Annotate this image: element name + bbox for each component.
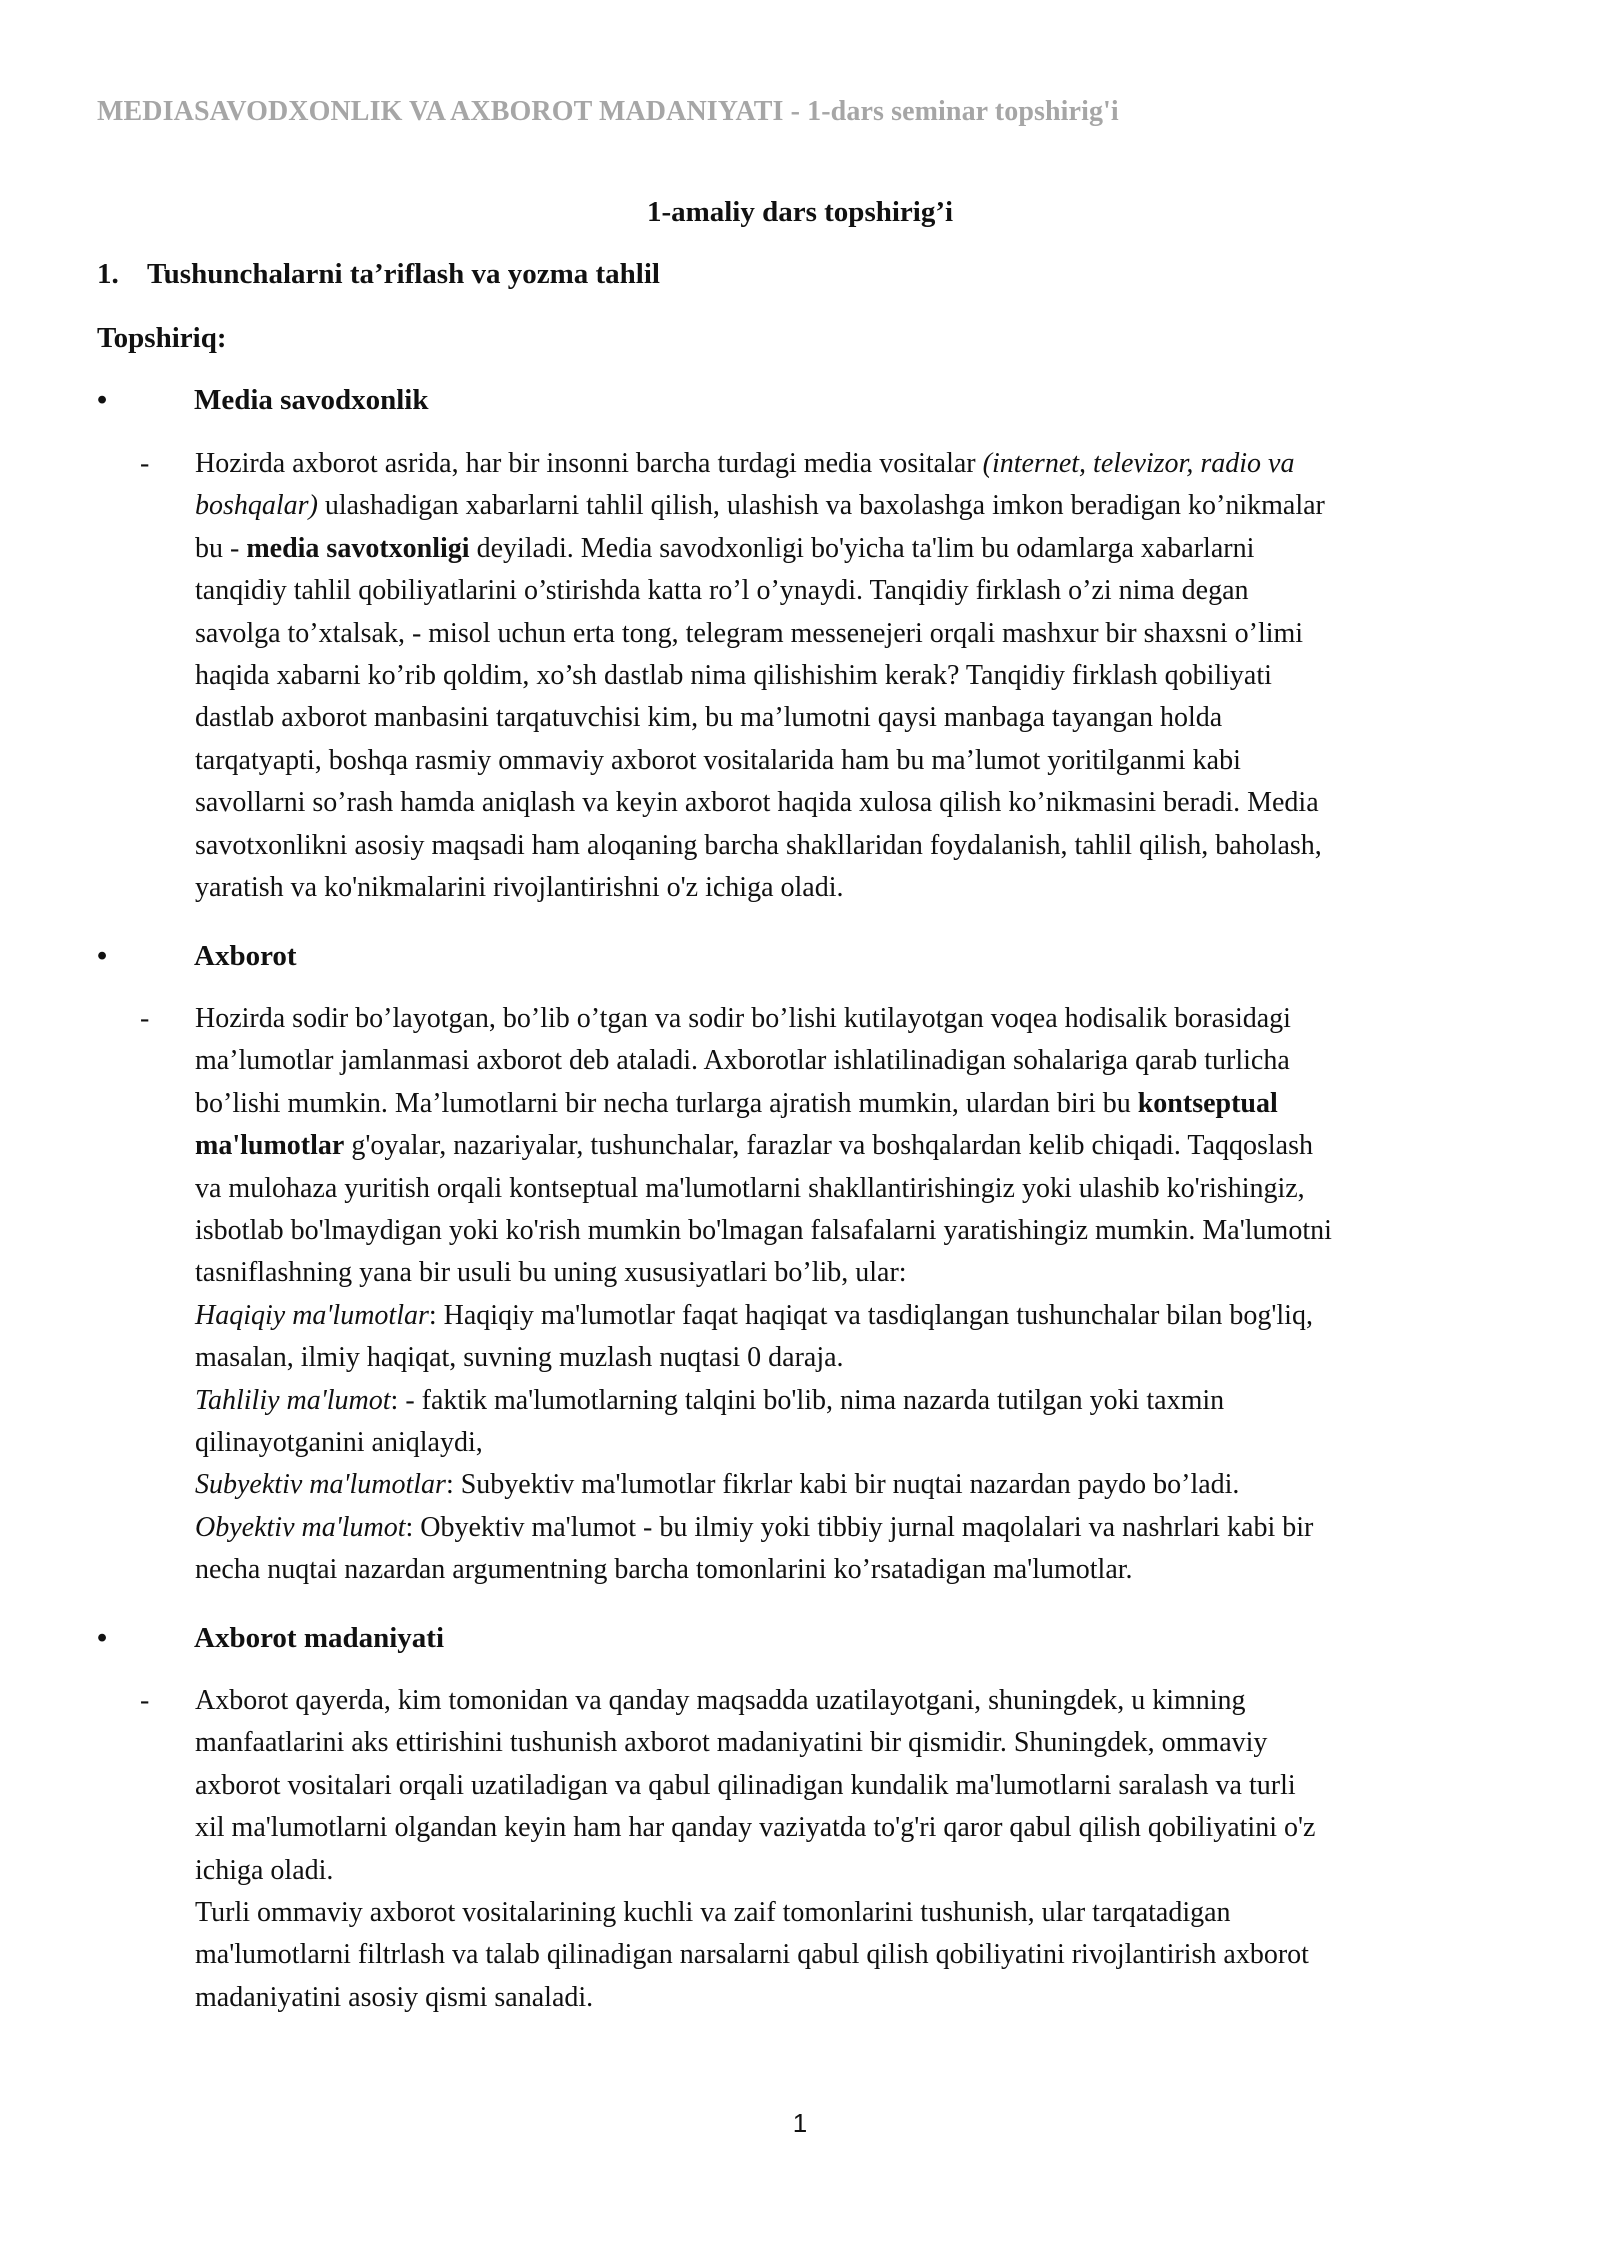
text-line: boshqalar) ulashadigan xabarlarni tahlil qilish, ulashish va baxolashga imkon beradigan ko’nikmalar	[195, 490, 1325, 522]
text-line: bo’lishi mumkin. Ma’lumotlarni bir necha turlarga ajratish mumkin, ulardan biri bu kontseptual	[195, 1087, 1278, 1119]
text-line: haqida xabarni ko’rib qoldim, xo’sh dastlab nima qilishishim kerak? Tanqidiy firklash qobiliyati	[195, 660, 1272, 692]
text-line: Axborot qayerda, kim tomonidan va qanday maqsadda uzatilayotgani, shuningdek, u kimning	[195, 1685, 1246, 1716]
bullet-heading: Media savodxonlik	[194, 384, 429, 416]
text-line: Obyektiv ma'lumot: Obyektiv ma'lumot - bu ilmiy yoki tibbiy jurnal maqolalari va nashrlari kabi bir	[195, 1511, 1314, 1543]
text-line: savolga to’xtalsak, - misol uchun erta tong, telegram messenejeri orqali mashxur bir shaxsni o’limi	[195, 617, 1304, 649]
text-line: va mulohaza yuritish orqali kontseptual ma'lumotlarni shakllantirishingiz yoki ulashib ko'rishingiz,	[195, 1172, 1305, 1204]
running-header: MEDIASAVODXONLIK VA AXBOROT MADANIYATI - 1-dars seminar topshirig'i	[97, 96, 1119, 127]
text-line: tasniflashning yana bir usuli bu uning xususiyatlari bo’lib, ular:	[195, 1257, 907, 1289]
bullet-heading: Axborot	[194, 940, 297, 972]
section-heading	[97, 258, 660, 291]
bullet-icon: •	[97, 940, 108, 972]
text-line: ichiga oladi.	[195, 1854, 334, 1886]
document-title: 1-amaliy dars topshirig’i	[646, 196, 954, 228]
text-line: necha nuqtai nazardan argumentning barcha tomonlarini ko’rsatadigan ma'lumotlar.	[195, 1554, 1133, 1586]
text-line: Haqiqiy ma'lumotlar: Haqiqiy ma'lumotlar faqat haqiqat va tasdiqlangan tushunchalar bilan bog'liq,	[195, 1299, 1313, 1331]
text-line: Tahliliy ma'lumot: - faktik ma'lumotlarning talqini bo'lib, nima nazarda tutilgan yoki taxmin	[195, 1384, 1225, 1416]
text-line: Turli ommaviy axborot vositalarining kuchli va zaif tomonlarini tushunish, ular tarqatadigan	[195, 1897, 1231, 1929]
dash-marker: -	[140, 1685, 150, 1716]
text-line: ma'lumotlarni filtrlash va talab qilinadigan narsalarni qabul qilish qobiliyatini rivojlantirish axborot	[195, 1939, 1309, 1971]
dash-marker: -	[140, 448, 150, 479]
dash-marker: -	[140, 1003, 150, 1034]
text-line: Hozirda sodir bo’layotgan, bo’lib o’tgan va sodir bo’lishi kutilayotgan voqea hodisalik borasidagi	[195, 1003, 1291, 1034]
text-line: axborot vositalari orqali uzatiladigan va qabul qilinadigan kundalik ma'lumotlarni saralash va turli	[195, 1769, 1296, 1801]
text-line: bu - media savotxonligi deyiladi. Media savodxonligi bo'yicha ta'lim bu odamlarga xabarlarni	[195, 532, 1255, 564]
bullet-icon: •	[97, 1622, 108, 1654]
text-line: yaratish va ko'nikmalarini rivojlantirishni o'z ichiga oladi.	[195, 872, 844, 904]
bullet-heading: Axborot madaniyati	[194, 1622, 445, 1654]
text-line: dastlab axborot manbasini tarqatuvchisi kim, bu ma’lumotni qaysi manbaga tayangan holda	[195, 702, 1223, 734]
text-line: xil ma'lumotlarni olgandan keyin ham har qanday vaziyatda to'g'ri qaror qabul qilish qobiliyatini o'z	[195, 1812, 1316, 1844]
text-line: ma'lumotlar g'oyalar, nazariyalar, tushunchalar, farazlar va boshqalardan kelib chiqadi. Taqqoslash	[195, 1130, 1314, 1162]
text-line: isbotlab bo'lmaydigan yoki ko'rish mumkin bo'lmagan falsafalarni yaratishingiz mumkin. Ma'lumotni	[195, 1215, 1332, 1247]
text-line: madaniyatini asosiy qismi sanaladi.	[195, 1981, 594, 2013]
text-line: savotxonlikni asosiy maqsadi ham aloqaning barcha shakllaridan foydalanish, tahlil qilish, baholash,	[195, 829, 1322, 861]
task-label: Topshiriq:	[97, 322, 227, 354]
text-line: tarqatyapti, boshqa rasmiy ommaviy axborot vositalarida ham bu ma’lumot yoritilganmi kabi	[195, 744, 1241, 776]
paragraph-axborot-madaniyati	[140, 1680, 1525, 2019]
text-line: manfaatlarini aks ettirishini tushunish axborot madaniyatini bir qismidir. Shuningdek, ommaviy	[195, 1727, 1268, 1759]
paragraph-axborot	[140, 998, 1525, 1592]
text-line: tanqidiy tahlil qobiliyatlarini o’stirishda katta ro’l o’ynaydi. Tanqidiy firklash o’zi nima degan	[195, 575, 1249, 607]
text-line: Hozirda axborot asrida, har bir insonni barcha turdagi media vositalar (internet, televizor, radio va	[195, 448, 1295, 479]
paragraph-media-savodxonlik	[140, 443, 1525, 909]
bullet-icon: •	[97, 384, 108, 416]
section-number: 1.	[97, 258, 119, 290]
text-line: Subyektiv ma'lumotlar: Subyektiv ma'lumotlar fikrlar kabi bir nuqtai nazardan paydo bo’ladi.	[195, 1469, 1240, 1501]
text-line: masalan, ilmiy haqiqat, suvning muzlash nuqtasi 0 daraja.	[195, 1342, 844, 1374]
text-line: ma’lumotlar jamlanmasi axborot deb ataladi. Axborotlar ishlatilinadigan sohalariga qarab turlicha	[195, 1045, 1290, 1077]
page-number: 1	[792, 2108, 808, 2138]
text-line: qilinayotganini aniqlaydi,	[195, 1427, 483, 1459]
text-line: savollarni so’rash hamda aniqlash va keyin axborot haqida xulosa qilish ko’nikmasini beradi. Media	[195, 787, 1319, 819]
section-title: Tushunchalarni ta’riflash va yozma tahlil	[147, 258, 660, 290]
